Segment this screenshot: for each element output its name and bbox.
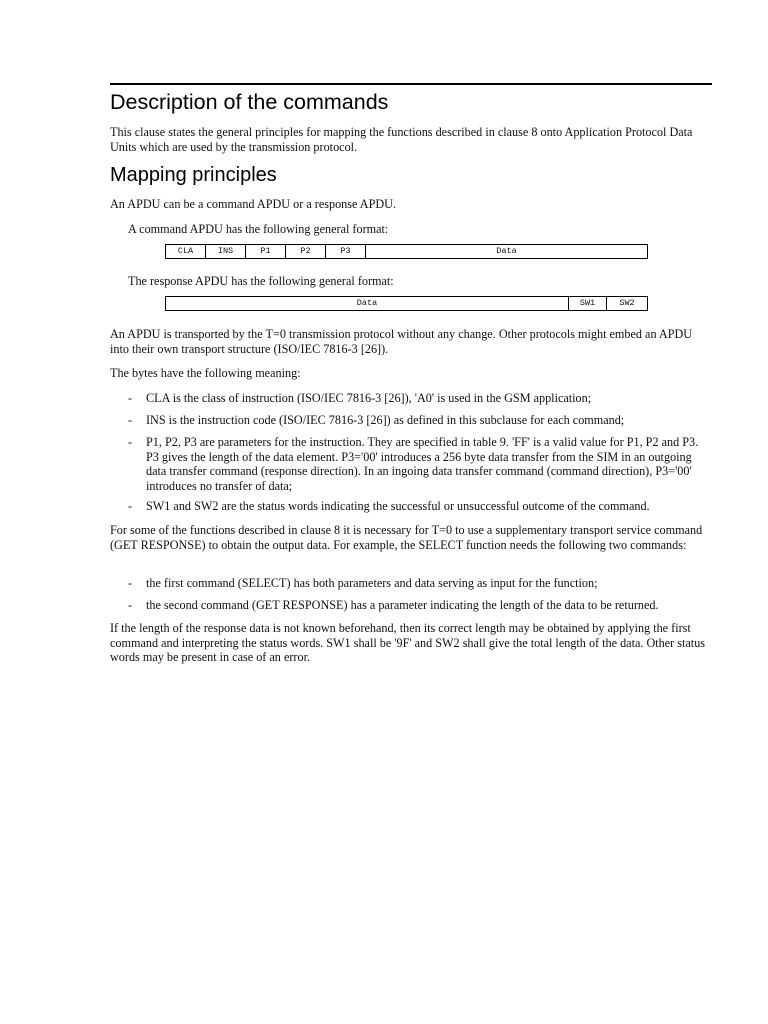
list-item-text: CLA is the class of instruction (ISO/IEC 7816-3 [26]), 'A0' is used in the GSM application; bbox=[146, 391, 592, 405]
response-format-paragraph: The response APDU has the following general format: bbox=[128, 274, 394, 288]
list-item-text: the second command (GET RESPONSE) has a parameter indicating the length of the data to be returned. bbox=[146, 598, 659, 612]
list-item-text: INS is the instruction code (ISO/IEC 7816-3 [26]) as defined in this subclause for each command; bbox=[146, 413, 625, 427]
response-apdu-cell-sw1: SW1 bbox=[569, 297, 607, 310]
bullet-dash: - bbox=[128, 413, 133, 427]
command-apdu-cell-data: Data bbox=[496, 246, 517, 256]
intro-paragraph: This clause states the general principles for mapping the functions described in clause 8 onto Application Protocol Data Units which are used by the transmission protocol. bbox=[110, 125, 693, 154]
length-paragraph: If the length of the response data is not known beforehand, then its correct length may be obtained by applying the first command and interpreting the status words. SW1 shall be '9F' and SW2 shall give the total length of the data. Other status words may be present in case of an error. bbox=[110, 621, 706, 665]
bullet-dash: - bbox=[128, 391, 133, 405]
command-apdu-table bbox=[165, 244, 648, 259]
list-item bbox=[128, 499, 712, 514]
bullet-dash: - bbox=[128, 435, 133, 449]
list-item-text: the first command (SELECT) has both parameters and data serving as input for the function; bbox=[146, 576, 598, 590]
command-apdu-cell-p3: P3 bbox=[326, 245, 366, 258]
bullet-dash: - bbox=[128, 499, 133, 513]
section-heading: Description of the commands bbox=[110, 90, 389, 114]
list-item bbox=[128, 391, 712, 406]
top-rule bbox=[110, 83, 712, 85]
list-item bbox=[128, 435, 712, 493]
list-item bbox=[128, 413, 712, 428]
transport-paragraph: An APDU is transported by the T=0 transmission protocol without any change. Other protocols might embed an APDU into their own transport structure (ISO/IEC 7816-3 [26]). bbox=[110, 327, 693, 356]
list-item-text: P1, P2, P3 are parameters for the instruction. They are specified in table 9. 'FF' is a valid value for P1, P2 and P3. P3 gives the length of the data element. P3='00' introduces a 256 byte data transfer from the SIM in an outgoing data transfer command (response direction). In an ingoing data transfer command (command direction), P3='00' introduces no transfer of data; bbox=[146, 435, 699, 493]
command-apdu-cell-ins: INS bbox=[206, 245, 246, 258]
command-apdu-cell-cla: CLA bbox=[166, 245, 206, 258]
bullet-dash: - bbox=[128, 576, 133, 590]
list-item-text: SW1 and SW2 are the status words indicating the successful or unsuccessful outcome of the command. bbox=[146, 499, 650, 513]
response-apdu-cell-sw2: SW2 bbox=[619, 298, 635, 308]
command-apdu-cell-p1: P1 bbox=[246, 245, 286, 258]
list-item bbox=[128, 598, 712, 613]
command-apdu-cell-p2: P2 bbox=[286, 245, 326, 258]
list-item bbox=[128, 576, 712, 591]
apdu-paragraph: An APDU can be a command APDU or a response APDU. bbox=[110, 197, 397, 211]
response-apdu-cell-data: Data bbox=[166, 297, 569, 310]
subsection-heading: Mapping principles bbox=[110, 164, 277, 186]
get-response-paragraph: For some of the functions described in clause 8 it is necessary for T=0 to use a supplementary transport service command (GET RESPONSE) to obtain the output data. For example, the SELECT function needs the following two commands: bbox=[110, 523, 703, 552]
bytes-paragraph: The bytes have the following meaning: bbox=[110, 366, 301, 380]
response-apdu-table bbox=[165, 296, 648, 311]
bullet-dash: - bbox=[128, 598, 133, 612]
command-format-paragraph: A command APDU has the following general format: bbox=[128, 222, 389, 236]
